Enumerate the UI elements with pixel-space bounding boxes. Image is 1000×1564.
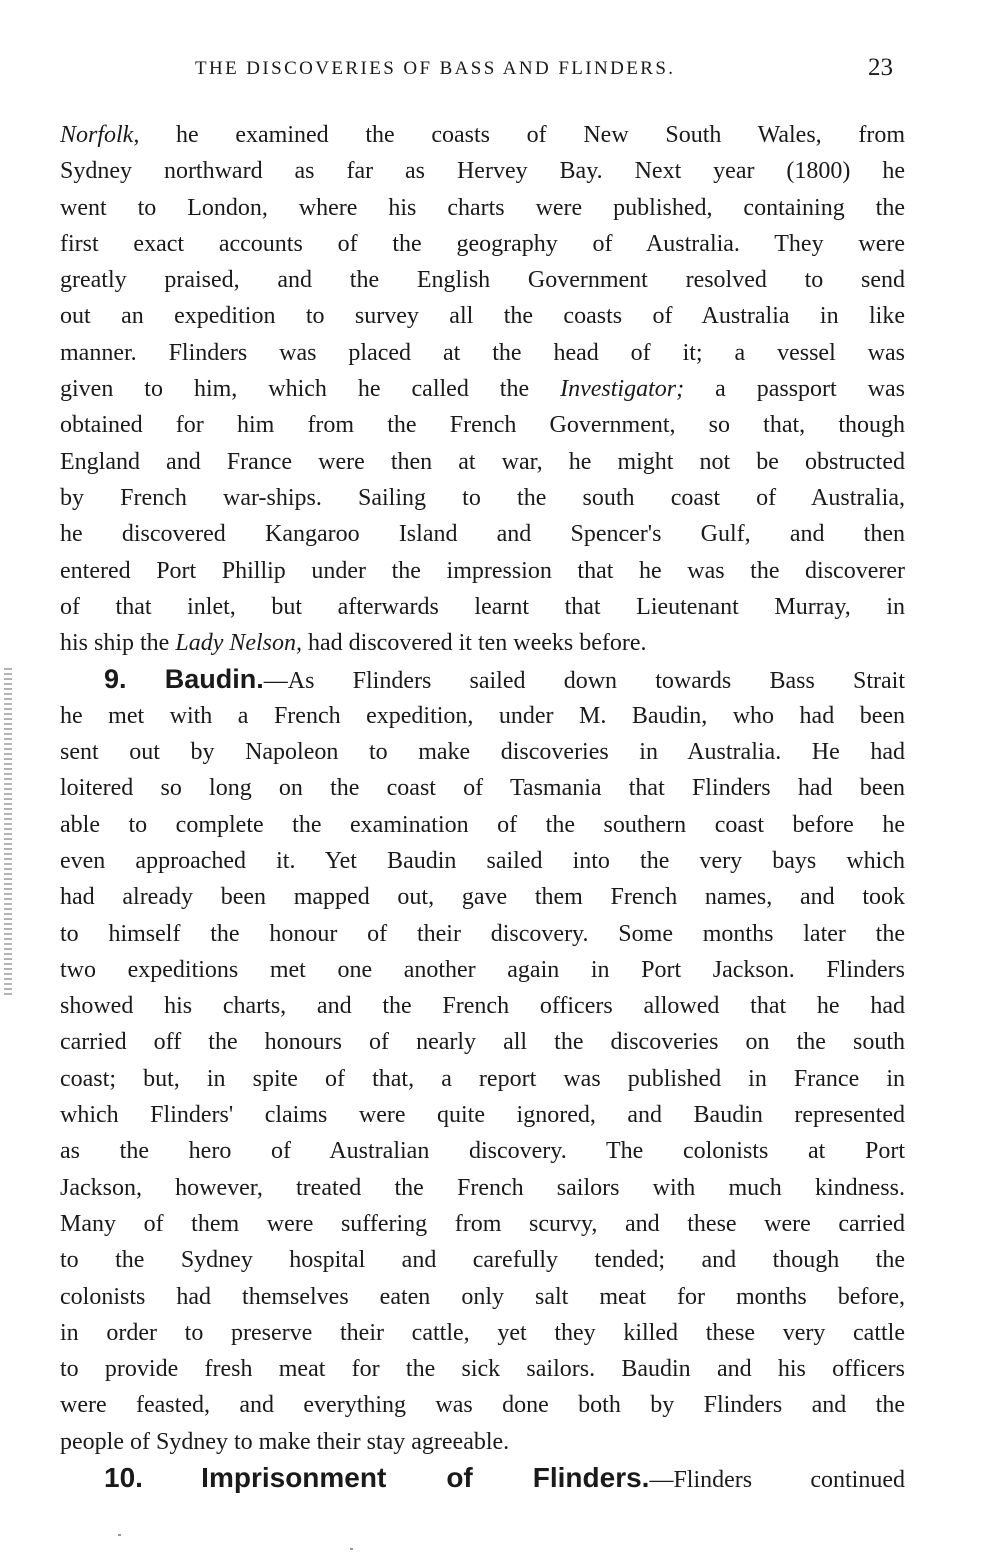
text-line: out an expedition to survey all the coasts of Australia in like — [60, 303, 905, 330]
text-line: loitered so long on the coast of Tasmania that Flinders had been — [60, 775, 905, 802]
text-line — [60, 371, 905, 407]
text-line: Jackson, however, treated the French sailors with much kindness. — [60, 1174, 905, 1201]
text-line: carried off the honours of nearly all the discoveries on the south — [60, 1029, 905, 1056]
line-text: —As Flinders sailed down towards Bass Strait — [263, 668, 905, 695]
line-text: given to him, which he called the — [60, 376, 530, 403]
text-line: he met with a French expedition, under M. Baudin, who had been — [60, 702, 905, 729]
text-line: greatly praised, and the English Government resolved to send — [60, 267, 905, 294]
text-line: were feasted, and everything was done both by Flinders and the — [60, 1392, 905, 1419]
section-10-heading-line — [60, 1460, 905, 1496]
text-line: Many of them were suffering from scurvy, and these were carried — [60, 1210, 905, 1237]
text-line: Sydney northward as far as Hervey Bay. Next year (1800) he — [60, 158, 905, 185]
line-text: had discovered it ten weeks before. — [308, 630, 647, 657]
text-line: first exact accounts of the geography of Australia. They were — [60, 230, 905, 257]
line-text: his ship the — [60, 630, 170, 657]
line-text: —Flinders continued — [649, 1466, 905, 1493]
text-line: to the Sydney hospital and carefully tended; and though the — [60, 1247, 905, 1274]
margin-binding-mark — [4, 668, 12, 998]
section-title: Imprisonment of Flinders. — [201, 1461, 650, 1493]
section-title: Baudin. — [164, 664, 264, 695]
text-line — [60, 117, 905, 153]
text-line: to himself the honour of their discovery. Some months later the — [60, 920, 905, 947]
line-text: a passport was — [715, 376, 906, 403]
text-line: coast; but, in spite of that, a report was published in France in — [60, 1065, 905, 1092]
page-speck — [350, 1548, 353, 1550]
text-line: of that inlet, but afterwards learnt that Lieutenant Murray, in — [60, 593, 905, 620]
text-line: to provide fresh meat for the sick sailors. Baudin and his officers — [60, 1356, 905, 1383]
section-9-heading-line — [60, 661, 905, 697]
text-line: even approached it. Yet Baudin sailed into the very bays which — [60, 847, 905, 874]
text-line: in order to preserve their cattle, yet they killed these very cattle — [60, 1319, 905, 1346]
section-number: 10. — [104, 1461, 143, 1493]
text-line: two expeditions met one another again in Port Jackson. Flinders — [60, 956, 905, 983]
text-line: showed his charts, and the French officers allowed that he had — [60, 993, 905, 1020]
body-text — [60, 117, 905, 1496]
ship-name: Lady Nelson, — [175, 630, 303, 657]
text-line: which Flinders' claims were quite ignored, and Baudin represented — [60, 1102, 905, 1129]
ship-name: Norfolk, — [60, 122, 140, 148]
text-line: had already been mapped out, gave them French names, and took — [60, 884, 905, 911]
line-text: he examined the coasts of New South Wales, from — [176, 122, 905, 148]
text-line: colonists had themselves eaten only salt meat for months before, — [60, 1283, 905, 1310]
text-line: went to London, where his charts were published, containing the — [60, 194, 905, 221]
text-line: people of Sydney to make their stay agreeable. — [60, 1428, 510, 1455]
text-line — [60, 625, 905, 661]
text-line: entered Port Phillip under the impression that he was the discoverer — [60, 557, 905, 584]
text-line: as the hero of Australian discovery. The colonists at Port — [60, 1138, 905, 1165]
text-line: able to complete the examination of the southern coast before he — [60, 811, 905, 838]
ship-name: Investigator; — [560, 376, 685, 403]
text-line: by French war-ships. Sailing to the south coast of Australia, — [60, 484, 905, 511]
text-line: obtained for him from the French Government, so that, though — [60, 412, 905, 439]
page-number: 23 — [868, 54, 893, 81]
running-header: THE DISCOVERIES OF BASS AND FLINDERS. — [195, 58, 676, 79]
text-line: he discovered Kangaroo Island and Spencer's Gulf, and then — [60, 521, 905, 548]
text-line: England and France were then at war, he might not be obstructed — [60, 448, 905, 475]
text-line: sent out by Napoleon to make discoveries in Australia. He had — [60, 739, 905, 766]
section-number: 9. — [104, 664, 127, 695]
page-speck — [118, 1534, 121, 1536]
text-line: manner. Flinders was placed at the head of it; a vessel was — [60, 339, 905, 366]
